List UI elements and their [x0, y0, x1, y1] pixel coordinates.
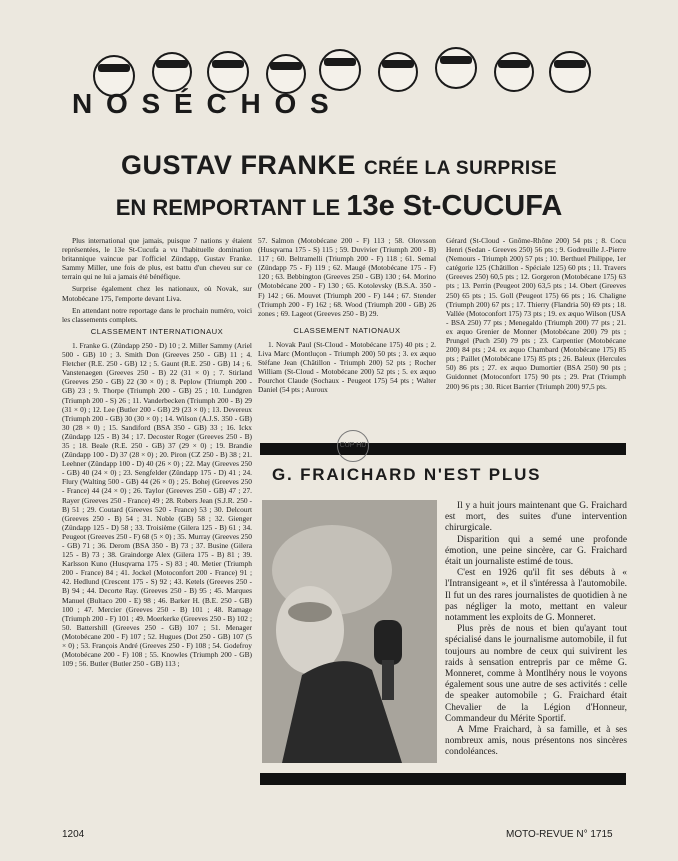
masthead — [72, 42, 612, 122]
column-2 — [258, 236, 436, 398]
section-divider-bottom — [260, 773, 626, 785]
column-3 — [446, 236, 626, 394]
national-results: 1. Novak Paul (St-Cloud - Motobécane 175) 40 pts ; 2. Liva Marc (Montluçon - Triumph 200) 50 pts ; 3. ex æquo Stéfane Jean (Châtillon - Triumph 200) 52 pts ; Rocher William (St-Cloud - Motobécane 200) 52 pts ; 5. ex æquo Pourchot Claude (Sochaux - Peugeot 175) 54 pts ; Walter Daniel (54 pts ; Auroux — [258, 339, 436, 395]
obituary-paragraph-5: A Mme Fraichard, à sa famille, et à ses nombreux amis, nous présentons nos sincères condoléances. — [445, 725, 627, 758]
headline-name: GUSTAV FRANKE — [120, 150, 356, 180]
portrait-photo-icon — [262, 500, 437, 763]
masthead-title: N O S É C H O S — [72, 88, 332, 119]
portrait-photo — [262, 500, 437, 763]
intro-paragraph-3: En attendant notre reportage dans le prochain numéro, voici les classements complets. — [62, 305, 252, 324]
obituary-title: G. FRAICHARD N'EST PLUS — [272, 465, 542, 484]
headline-line-1 — [0, 150, 678, 181]
national-title: CLASSEMENT NATIONAUX — [293, 325, 401, 335]
obituary-paragraph-1: Il y a huit jours maintenant que G. Fraichard est mort, des suites d'une intervention chirurgicale. — [445, 501, 627, 534]
section-divider-top — [260, 443, 626, 455]
obituary-paragraph-2: Disparition qui a semé une profonde émotion, une peine sincère, car G. Fraichard était un journaliste estimé de tous. — [445, 534, 627, 568]
column-1 — [62, 236, 252, 671]
national-results-continued: Gérard (St-Cloud - Gnôme-Rhône 200) 54 pts ; 8. Cocu Henri (Sedan - Greeves 250) 56 pts ; 9. Godreuille J.-Pierre (Nemours - Triumph 200) 57 pts ; 10. Berthuel Philippe, 1er catégorie 125 (Châtillon - Spéciale 125) 60 pts ; 11. Travers (Greeves 250) 60,5 pts ; 12. Gorgeron (Motobécane 175) 63 pts ; 13. Perrin (Peugeot 200) 63,5 pts ; 14. Obert (Greeves 250) 65 pts ; 15. Goll (Peugeot 175) 66 pts ; 16. Chaligne (Triumph 200) 67 pts ; 17. Thierry (Flandria 50) 69 pts ; 18. Vallée (Motoconfort 175) 73 pts ; 19. ex æquo Wilson (USA - BSA 250) 77 pts ; Menegaldo (Triumph 200) 77 pts ; 21. ex æquo Grenier de Monner (Motobécane 200) 79 pts ; Prungel (Puch 250) 79 pts ; 23. Carpentier (Motobécane 200) 84 pts ; 24. ex æquo Chambard (Motobécane 175) 85 pts ; Paillet (Motobécane 175) 85 pts ; 26. Baleux (Hercules 50) 86 pts ; 27. ex æquo Dumortier (BSA 250) 90 pts ; Guidonnet (Motoconfort 175) 90 pts ; 29. Prat (Triumph 200) 96 pts ; 30. Ricet Barrier (Triumph 200) 97,5 pts. — [446, 236, 626, 391]
headline-remportant: EN REMPORTANT LE — [115, 195, 341, 220]
headline-line-2 — [0, 190, 678, 223]
obituary-paragraph-3: C'est en 1926 qu'il fit ses débuts à « l'Intransigeant », et il s'intéressa à l'automobile. Il fut un des rares journalistes de quotidien à ne pas négliger la moto, mettant en valeur notamment les exploits de G. Monneret. — [445, 568, 627, 624]
headline-event: 13e St-CUCUFA — [346, 190, 563, 222]
international-results: 1. Franke G. (Zündapp 250 - D) 10 ; 2. Miller Sammy (Ariel 500 - GB) 10 ; 3. Smith Don (Greeves 250 - GB) 11 ; 4. Fletcher (R.E. 250 - GB) 12 ; 5. Gaunt (R.E. 250 - GB) 14 ; 6. Vanstenaegen (Greeves 250 - B) 22 (31 × 0) ; 7. Stirland (Greeves 250 - GB) 22 (30 × 0) ; 8. Peplow (Triumph 200 - GB) 23 ; 9. Thorpe (Triumph 200 - GB) 25 ; 10. Lundgren (Triumph 200 - S) 26 ; 11. Vanderbecken (Triumph 200 - B) 29 (31 × 0) ; 12. Lee (Butler 200 - GB) 29 (23 × 0) ; 13. Devereux (Triumph 200 - GB) 30 (30 × 0) ; 14. Wilson (A.J.S. 350 - GB) 30 (28 × 0) ; 15. Sandiford (BSA 350 - GB) 33 ; 16. Ickx (Zündapp 125 - B) 34 ; 17. Decoster Roger (Greeves 250 - B) 35 ; 18. Beale (R.E. 250 - GB) 37 (29 × 0) ; 19. Brandie (Zündapp 100 - D) 37 (28 × 0) ; 20. Piron (CZ 250 - B) 38 ; 21. Leehner (Zündapp 100 - D) 40 (26 × 0) ; 22. May (Greeves 250 - GB) 40 (24 × 0) ; 23. Sengfelder (Zündapp 175 - D) 41 ; 24. Flury (Walting 500 - GB) 44 (26 × 0) ; 25. Bohej (Greeves 250 - France) 44 (24 × 0) ; 26. Taylor (Greeves 250 - GB) 47 ; 27. Rayer (Greeves 250 - France) 49 ; 28. Robers Jean (S.J.R. 250 - B) 51 ; 29. Coutard (Greeves 520 - France) 53 ; 30. Delcourt (Greeves 250 - B) 54 ; 31. Noble (GB) 58 ; 32. Gienger (Zündapp 125 - D) 58 ; 33. Troisième (Gilera 125 - B) 61 ; 34. Peugeot (Greeves 250 - F) 68 (5 × 0) ; 35. Murray (Greeves 250 - GB) 71 ; 36. Derom (BSA 350 - B) 73 ; 37. Busine (Gilera 125 - B) 73 ; 38. Graindorge Alex (Gilera 175 - B) 81 ; 39. Karlsson Kuno (Husqvarna 175 - S) 83 ; 40. Metier (Triumph 200 - France) 84 ; 41. Jockel (Motoconfort 200 - France) 91 ; 42. Hedlund (Crescent 175 - S) 92 ; 43. Ketels (Greeves 250 - B) 94 ; 44. Decorte Ray. (Greeves 250 - B) 95 ; 45. Marques Manuel (Bultaco 200 - E) 98 ; 46. Barker H. (B.E. 250 - GB) 100 ; 47. Mercier (Greeves 250 - B) 101 ; 48. Ramage (Triumph 200 - F) 101 ; 49. Moerkerke (Greeves 250 - B) 102 ; 50. Battershill (Greeves 250 - GB) 107 ; 51. Menager (Motobécane 200 - F) 107 ; 52. Hugues (Dot 250 - GB) 107 (5 × 0) ; 53. François André (Greeves 250 - F) 108 ; 54. Godefroy (Motobécane 200 - F) 108 ; 55. Knowles (Triumph 200 - GB) 109 ; 56. Butler (Butler 250 - GB) 113 ; — [62, 340, 252, 669]
page-number: 1204 — [62, 829, 85, 840]
international-title: CLASSEMENT INTERNATIONAUX — [90, 326, 224, 336]
headline-surprise: CRÉE LA SURPRISE — [363, 158, 558, 179]
international-results-continued: 57. Salmon (Motobécane 200 - F) 113 ; 58. Olovsson (Husqvarna 175 - S) 115 ; 59. Duvivier (Triumph 200 - B) 117 ; 60. Beltramelli (Triumph 200 - F) 118 ; 61. Semal (Zündapp 75 - F) 119 ; 62. Maugé (Motobécane 175 - F) 120 ; 63. Bebbington (Greeves 250 - GB) 130 ; 64. Morino (Motobécane 200 - F) 130 ; 65. Kotolevsky (B.S.A. 350 - F) 142 ; 66. Mouvet (Triumph 200 - F) 144 ; 67. Stender (Triumph 200 - F) 162 ; 68. Wood (Triumph 200 - GB) 26 zones ; 69. Lageot (Greeves 250 - B) 29. — [258, 236, 436, 318]
intro-paragraph-2: Surprise également chez les nationaux, où Novak, sur Motobécane 175, l'emporte devant Liva. — [62, 284, 252, 303]
obituary-text — [445, 501, 627, 759]
intro-paragraph-1: Plus international que jamais, puisque 7 nations y étaient représentées, le 13e St-Cucufa a vu l'habituelle domination britannique vaincue par l'officiel Zündapp, Gustav Franke. Sammy Miller, une fois de plus, est battu d'un cheveu sur ce terrain qui ne lui a jamais été bénéfique. — [62, 236, 252, 282]
obituary-paragraph-4: Plus près de nous et bien qu'ayant tout spécialisé dans le journalisme automobile, il fut toujours au nombre de ceux qui suivirent les raids à sensation entrepris par ce même G. Monneret, comme à Montlhéry nous le voyons également sous une autre de ses activités : celle de speaker automobile ; G. Fraichard était Chevalier de la Légion d'Honneur, Commandeur du Mérite Sportif. — [445, 624, 627, 724]
magazine-issue: MOTO-REVUE N° 1715 — [506, 829, 613, 840]
watermark-logo: CUP HD — [337, 430, 369, 462]
